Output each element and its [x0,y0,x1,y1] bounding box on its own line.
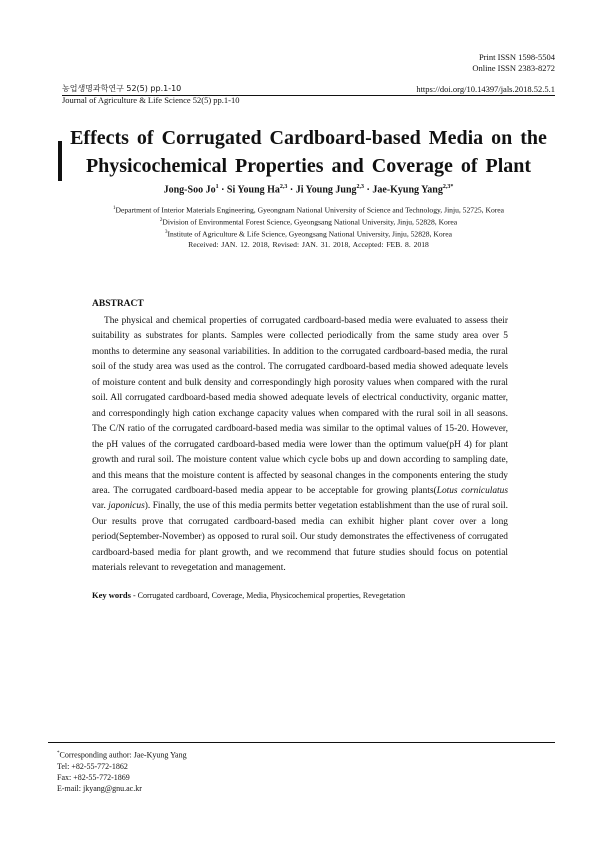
affiliation [62,228,555,240]
keywords-text: - Corrugated cardboard, Coverage, Media, Physicochemical properties, Revegetation [130,591,406,600]
author-sup: 2,3 [356,184,365,190]
affiliation [62,204,555,216]
author-sup: 1 [215,184,219,190]
paper-title [62,124,555,180]
affiliation-text: Institute of Agriculture & Life Science, Gyeongsang National University, Jinju, 52828, Korea [167,229,452,239]
print-issn: Print ISSN 1598-5504 [478,52,555,62]
fax: Fax: +82-55-772-1869 [57,773,130,783]
abstract-body [92,314,508,577]
email[interactable]: E-mail: jkyang@gnu.ac.kr [57,784,142,794]
submission-dates: Received: JAN. 12. 2018, Revised: JAN. 31. 2018, Accepted: FEB. 8. 2018 [188,240,429,249]
title-line-1: Effects of Corrugated Cardboard-based Media on the [70,127,547,149]
header-rule [62,95,555,96]
author-separator: · [218,184,227,196]
author-sup: 2,3* [442,184,454,190]
journal-english: Journal of Agriculture & Life Science 52(5) pp.1-10 [62,94,240,105]
keywords [92,590,405,600]
title-line-2: Physicochemical Properties and Coverage of Plant [85,155,532,177]
author-list [62,184,555,195]
author-separator: · [287,184,296,196]
footnote-sup: * [57,751,60,756]
abstract-species: Lotus corniculatus [436,485,508,496]
author-name: Ji Young Jung [295,184,357,196]
abstract-text-1: The physical and chemical properties of corrugated cardboard-based media were evaluated to assess their suitability as substrates for plants. Samples were collected periodically from the same study area over 5 months to determine any seasonal variabilities. In addition to the corrugated cardboard-based media, the rural soil of the study area was used as the control. The corrugated cardboard-based media showed adequate levels of moisture content and bulk density and correspondingly high porosity values when compared with the rural soil. All corrugated cardboard-based media showed adequate levels of electrical conductivity, organic matter, and correspondingly high cation exchange capacity values when compared with the rural soil in all seasons. The C/N ratio of the corrugated cardboard-based media was similar to the optimal values of 15-20. However, the pH values of the corrugated cardboard-based media were lower than the optimum value(pH 4) for plant growth and rural soil. The moisture content value which cycle bobs up and down according to sampling date, and this means that the moisture content is affected by seasonal changes in the components entering the study area. The corrugated cardboard-based media appear to be acceptable for growing plants( [92,316,508,496]
abstract-text-2: ). Finally, the use of this media permits better vegetation establishment than the use of rural soil. Our results prove that corrugated cardboard-based media can exhibit higher plant cover over a long period(September-November) as opposed to rural soil. Our study demonstrates the effectiveness of corrugated cardboard-based media for plant growth, and we recommend that future studies should focus on potential materials relevant to revegetation and management. [92,501,508,574]
affiliation [62,216,555,228]
author-separator: · [364,184,373,196]
affiliation-text: Department of Interior Materials Engineering, Gyeongnam National University of Science and Technology, Jinju, 52725, Korea [115,205,505,215]
footnote [57,748,187,794]
author-name: Jong-Soo Jo [163,184,216,196]
footnote-rule [48,742,555,743]
corresponding-text: Corresponding author: Jae-Kyung Yang [59,750,187,760]
affiliation-sup: 3 [165,230,168,236]
author-name: Si Young Ha [226,184,280,196]
corresponding-author [57,748,187,761]
abstract-var: var. [92,501,109,512]
affiliation-sup: 1 [112,206,116,211]
author-name: Jae-Kyung Yang [372,184,443,196]
doi-link[interactable]: https://doi.org/10.14397/jals.2018.52.5.1 [416,84,555,94]
online-issn: Online ISSN 2383-8272 [472,62,555,73]
telephone: Tel: +82-55-772-1862 [57,761,128,771]
affiliation-text: Division of Environmental Forest Science, Gyeongsang National University, Jinju, 52828, Korea [162,217,458,227]
issn-block [472,52,555,73]
abstract-heading: ABSTRACT [92,299,144,309]
author-sup: 2,3 [279,184,288,190]
journal-korean: 농업생명과학연구 52(5) pp.1-10 [62,84,182,93]
affiliations [62,204,555,240]
keywords-label: Key words [92,590,131,600]
affiliation-sup: 2 [159,218,163,224]
abstract-variety: japonicus [108,501,145,512]
